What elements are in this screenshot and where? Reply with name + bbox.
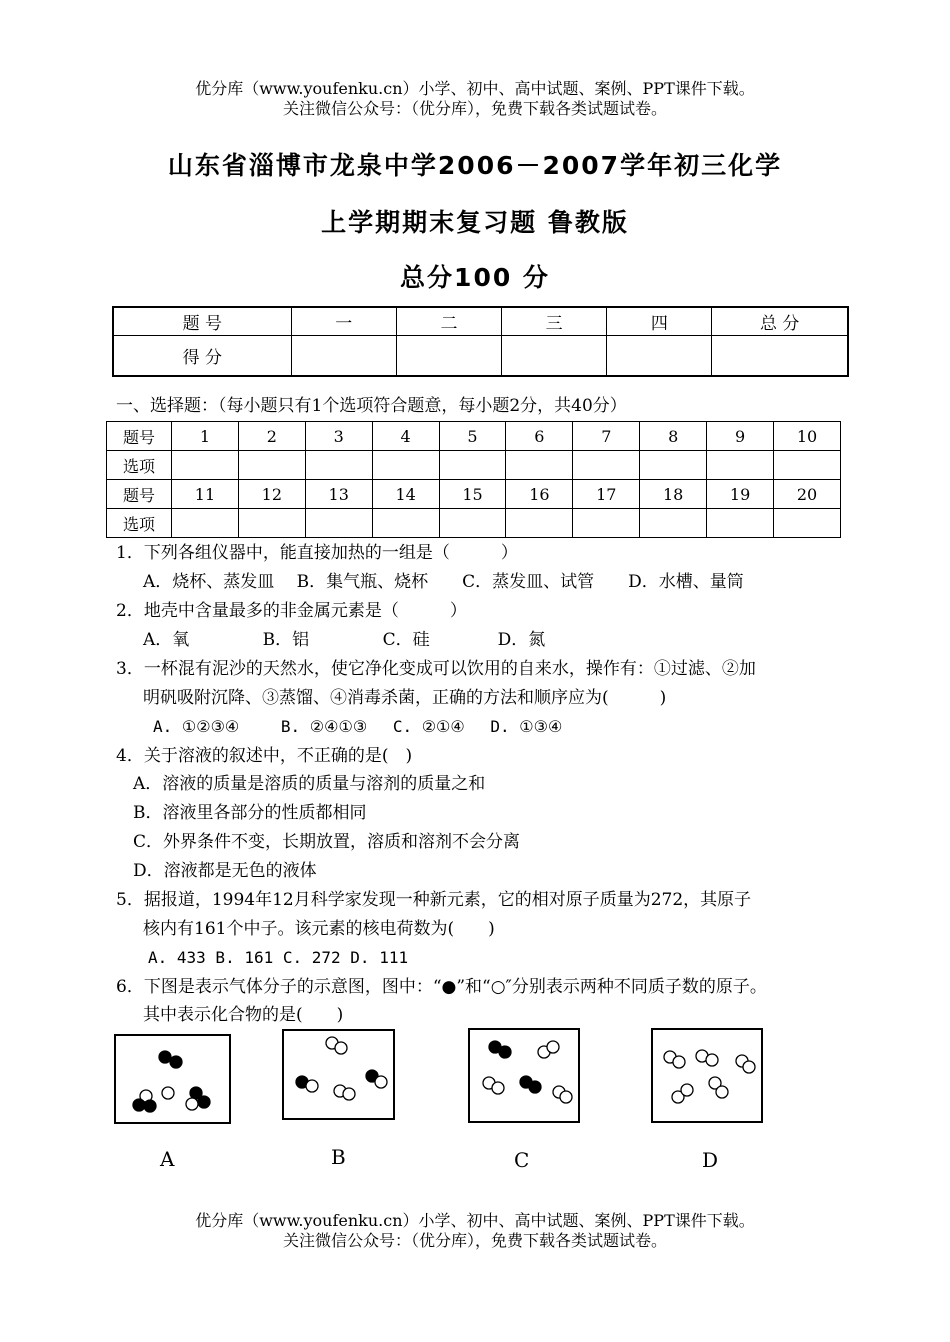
figure-label-d: D xyxy=(702,1148,719,1172)
answer-num: 5 xyxy=(439,422,506,451)
section1-heading: 一、选择题：（每小题只有1个选项符合题意，每小题2分，共40分） xyxy=(116,396,627,416)
answer-num-label: 题号 xyxy=(107,480,172,509)
question-5-line2: 核内有161个中子。该元素的核电荷数为( ) xyxy=(143,919,495,939)
answer-num: 16 xyxy=(506,480,573,509)
question-4: 4．关于溶液的叙述中，不正确的是( ) xyxy=(116,746,413,766)
score-cell[interactable] xyxy=(607,336,712,376)
figure-label-b: B xyxy=(331,1145,346,1169)
answer-num: 14 xyxy=(372,480,439,509)
site-header-line1: 优分库（www.youfenku.cn）小学、初中、高中试题、案例、PPT课件下载。 xyxy=(195,79,755,98)
score-cell[interactable] xyxy=(712,336,848,376)
question-3-line1: 3．一杯混有泥沙的天然水，使它净化变成可以饮用的自来水，操作有：①过滤、②加 xyxy=(116,659,756,679)
answer-cell[interactable] xyxy=(707,451,774,480)
answer-num: 19 xyxy=(707,480,774,509)
site-footer-line1: 优分库（www.youfenku.cn）小学、初中、高中试题、案例、PPT课件下载。 xyxy=(195,1211,755,1230)
site-header-line2: 关注微信公众号：（优分库），免费下载各类试题试卷。 xyxy=(282,99,667,118)
score-header: 总 分 xyxy=(712,307,848,336)
answer-num-label: 题号 xyxy=(107,422,172,451)
answer-num: 6 xyxy=(506,422,573,451)
answer-cell[interactable] xyxy=(439,451,506,480)
exam-title: 山东省淄博市龙泉中学2006－2007学年初三化学 xyxy=(167,151,783,180)
question-4-option-b: B．溶液里各部分的性质都相同 xyxy=(133,803,367,823)
answer-cell[interactable] xyxy=(573,451,640,480)
answer-num: 2 xyxy=(238,422,305,451)
answer-num: 13 xyxy=(305,480,372,509)
answer-cell[interactable] xyxy=(372,509,439,538)
question-3-options: A. ①②③④ B. ②④①③ C. ②①④ D. ①③④ xyxy=(153,717,563,736)
molecule-box-d xyxy=(652,1029,762,1122)
answer-cell[interactable] xyxy=(238,509,305,538)
score-row-label: 得 分 xyxy=(113,336,291,376)
answer-cell[interactable] xyxy=(774,509,841,538)
answer-num: 1 xyxy=(172,422,239,451)
question-4-option-a: A．溶液的质量是溶质的质量与溶剂的质量之和 xyxy=(133,774,486,794)
answer-num: 8 xyxy=(640,422,707,451)
question-5-options: A. 433 B. 161 C. 272 D. 111 xyxy=(148,948,409,967)
score-cell[interactable] xyxy=(502,336,607,376)
answer-cell[interactable] xyxy=(506,509,573,538)
question-6-line2: 其中表示化合物的是( ) xyxy=(143,1005,344,1025)
answer-cell[interactable] xyxy=(640,451,707,480)
site-footer-line2: 关注微信公众号：（优分库），免费下载各类试题试卷。 xyxy=(282,1231,667,1250)
question-6-line1: 6．下图是表示气体分子的示意图，图中：“●”和“○″分别表示两种不同质子数的原子。 xyxy=(116,977,767,997)
answer-cell[interactable] xyxy=(238,451,305,480)
answer-num: 20 xyxy=(774,480,841,509)
answer-num: 10 xyxy=(774,422,841,451)
answer-cell[interactable] xyxy=(172,509,239,538)
answer-cell[interactable] xyxy=(640,509,707,538)
answer-cell[interactable] xyxy=(506,451,573,480)
question-4-option-d: D．溶液都是无色的液体 xyxy=(133,861,317,881)
question-4-option-c: C．外界条件不变，长期放置，溶质和溶剂不会分离 xyxy=(133,832,521,852)
answer-cell[interactable] xyxy=(305,451,372,480)
molecule-box-a xyxy=(115,1035,230,1123)
answer-cell[interactable] xyxy=(707,509,774,538)
answer-num: 15 xyxy=(439,480,506,509)
question-5-line1: 5．据报道，1994年12月科学家发现一种新元素，它的相对原子质量为272，其原子 xyxy=(116,890,752,910)
molecule-figure xyxy=(0,1020,950,1180)
score-header: 一 xyxy=(291,307,396,336)
total-score-title: 总分100 分 xyxy=(400,263,550,292)
question-2-options: A．氧 B．铝 C．硅 D．氮 xyxy=(143,630,546,650)
score-header: 四 xyxy=(607,307,712,336)
score-cell[interactable] xyxy=(396,336,501,376)
answer-cell[interactable] xyxy=(439,509,506,538)
answer-num: 3 xyxy=(305,422,372,451)
exam-subtitle: 上学期期末复习题 鲁教版 xyxy=(321,208,629,237)
answer-cell[interactable] xyxy=(372,451,439,480)
score-table xyxy=(112,306,849,377)
answer-num: 12 xyxy=(238,480,305,509)
answer-cell[interactable] xyxy=(305,509,372,538)
question-3-line2: 明矾吸附沉降、③蒸馏、④消毒杀菌，正确的方法和顺序应为( ) xyxy=(143,688,667,708)
answer-num: 9 xyxy=(707,422,774,451)
question-1: 1．下列各组仪器中，能直接加热的一组是（ ） xyxy=(116,543,518,563)
figure-label-a: A xyxy=(160,1147,175,1171)
answer-num: 18 xyxy=(640,480,707,509)
answer-num: 11 xyxy=(172,480,239,509)
score-header: 三 xyxy=(502,307,607,336)
question-2: 2．地壳中含量最多的非金属元素是（ ） xyxy=(116,601,467,621)
answer-num: 17 xyxy=(573,480,640,509)
answer-opt-label: 选项 xyxy=(107,451,172,480)
answer-cell[interactable] xyxy=(172,451,239,480)
answer-cell[interactable] xyxy=(573,509,640,538)
molecule-box-b xyxy=(283,1030,394,1119)
question-1-options: A．烧杯、蒸发皿 B．集气瓶、烧杯 C．蒸发皿、试管 D．水槽、量筒 xyxy=(143,572,744,592)
score-header: 题 号 xyxy=(113,307,291,336)
score-header: 二 xyxy=(396,307,501,336)
molecule-box-c xyxy=(469,1029,579,1122)
figure-label-c: C xyxy=(514,1148,530,1172)
answer-table xyxy=(106,421,841,538)
answer-num: 4 xyxy=(372,422,439,451)
answer-num: 7 xyxy=(573,422,640,451)
answer-cell[interactable] xyxy=(774,451,841,480)
answer-opt-label: 选项 xyxy=(107,509,172,538)
score-cell[interactable] xyxy=(291,336,396,376)
